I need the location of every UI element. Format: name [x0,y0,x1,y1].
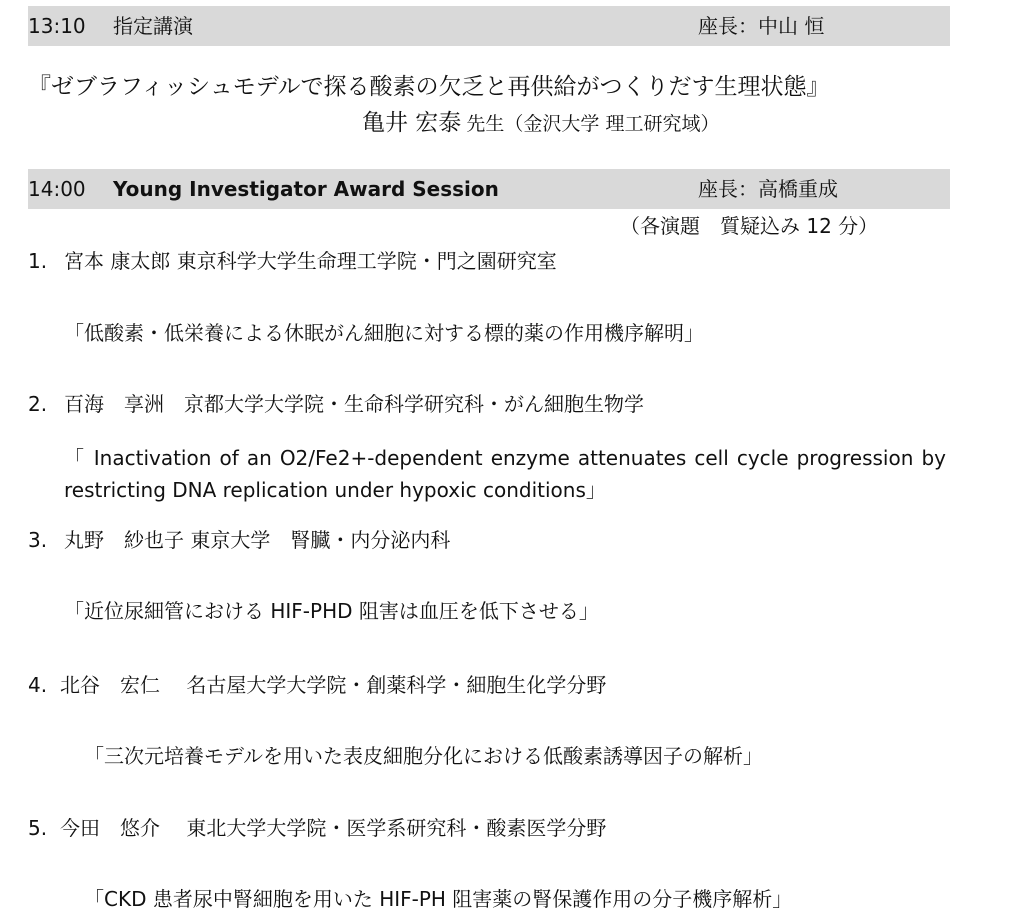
list-item-number: 4. [28,673,48,697]
presentation-title: 「近位尿細管における HIF-PHD 阻害は血圧を低下させる」 [64,599,599,623]
presenter-line: 宮本 康太郎 東京科学大学生命理工学院・門之園研究室 [64,249,557,273]
session1-speaker: 亀井 宏泰 [362,110,462,136]
session2-chair: 座長：高橋重成 [698,177,838,201]
presentation-title: 「 Inactivation of an O2/Fe2+-dependent enzyme attenuates cell cycle progression by restricting DNA replication under hypoxic conditions」 [64,446,946,502]
presentation-title: 「低酸素・低栄養による休眠がん細胞に対する標的薬の作用機序解明」 [64,321,704,345]
session2-time: 14:00 [28,177,86,201]
session1-title: 『ゼブラフィッシュモデルで探る酸素の欠乏と再供給がつくりだす生理状態』 [28,74,830,100]
presentation-title: 「CKD 患者尿中腎細胞を用いた HIF-PH 阻害薬の腎保護作用の分子機序解析」 [84,887,793,911]
session1-type: 指定講演 [113,14,193,38]
session1-speaker-affiliation: 先生（金沢大学 理工研究域） [466,113,720,135]
session2-name: Young Investigator Award Session [113,177,499,201]
list-item-number: 2. [28,392,48,416]
presentation-title: 「三次元培養モデルを用いた表皮細胞分化における低酸素誘導因子の解析」 [84,744,763,768]
session1-chair: 座長：中山 恒 [698,14,825,38]
session2-header-bar [28,169,950,209]
presenter-line: 百海 享洲 京都大学大学院・生命科学研究科・がん細胞生物学 [64,392,644,416]
session1-time: 13:10 [28,14,86,38]
presenter-line: 丸野 紗也子 東京大学 腎臓・内分泌内科 [64,528,451,552]
list-item-number: 1. [28,249,48,273]
presenter-line: 今田 悠介 東北大学大学院・医学系研究科・酸素医学分野 [60,816,607,840]
presenter-line: 北谷 宏仁 名古屋大学大学院・創薬科学・細胞生化学分野 [60,673,607,697]
session1-header-bar [28,6,950,46]
session1-speaker-line [362,108,719,138]
session2-note: （各演題 質疑込み 12 分） [620,214,879,238]
list-item-number: 5. [28,816,48,840]
list-item-number: 3. [28,528,48,552]
